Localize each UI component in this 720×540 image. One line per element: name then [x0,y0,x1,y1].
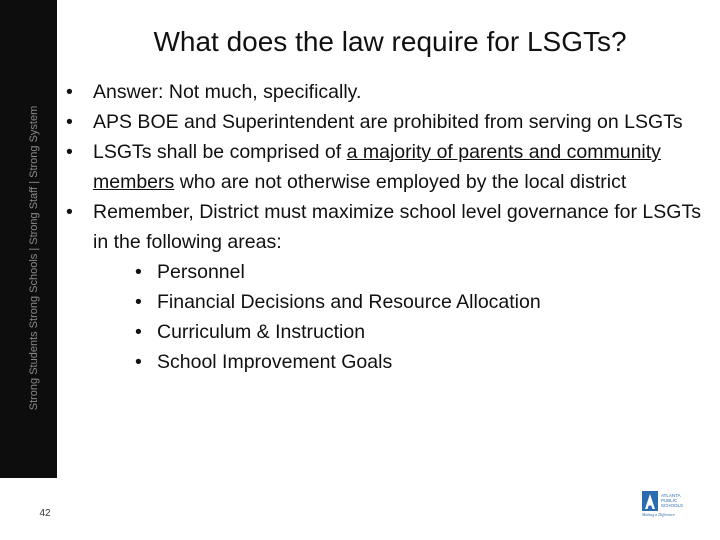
logo-tagline: Making a Difference [642,512,675,517]
sub-bullet-text: Financial Decisions and Resource Allocation [157,291,541,313]
bullet-dot: • [66,111,73,133]
bullet-text: Answer: Not much, specifically. [93,81,362,103]
bullet-dot: • [135,351,142,373]
bullet-text-underlined: a majority of parents and community members [93,141,661,193]
sidebar-tagline: Strong Students Strong Schools | Strong Staff | Strong System [28,105,40,411]
bullet-item [66,197,706,377]
bullet-dot: • [135,261,142,283]
aps-logo [640,490,698,518]
bullet-dot: • [135,291,142,313]
page-number: 42 [39,508,51,519]
bullet-text-post: who are not otherwise employed by the local district [174,171,627,193]
sub-bullet-list [93,257,706,377]
sub-bullet-text: School Improvement Goals [157,351,393,373]
logo-line3: SCHOOLS [661,503,684,508]
sub-bullet-item [135,317,706,347]
sub-bullet-text: Personnel [157,261,245,283]
bullet-dot: • [66,141,73,163]
bullet-dot: • [66,81,73,103]
bullet-text-pre: LSGTs shall be comprised of [93,141,347,163]
sub-bullet-text: Curriculum & Instruction [157,321,366,343]
bullet-item [66,77,706,107]
bullet-list [66,77,706,377]
bullet-text: APS BOE and Superintendent are prohibited from serving on LSGTs [93,111,683,133]
sub-bullet-item [135,287,706,317]
logo-line2: PUBLIC [661,498,678,503]
slide-title: What does the law require for LSGTs? [153,26,627,57]
bullet-dot: • [135,321,142,343]
sub-bullet-item [135,347,706,377]
logo-line1: ATLANTA [661,493,681,498]
bullet-item [66,107,706,137]
bullet-text: Remember, District must maximize school level governance for LSGTs in the following areas: [93,201,701,253]
bullet-item [66,137,706,197]
sub-bullet-item [135,257,706,287]
bullet-dot: • [66,201,73,223]
